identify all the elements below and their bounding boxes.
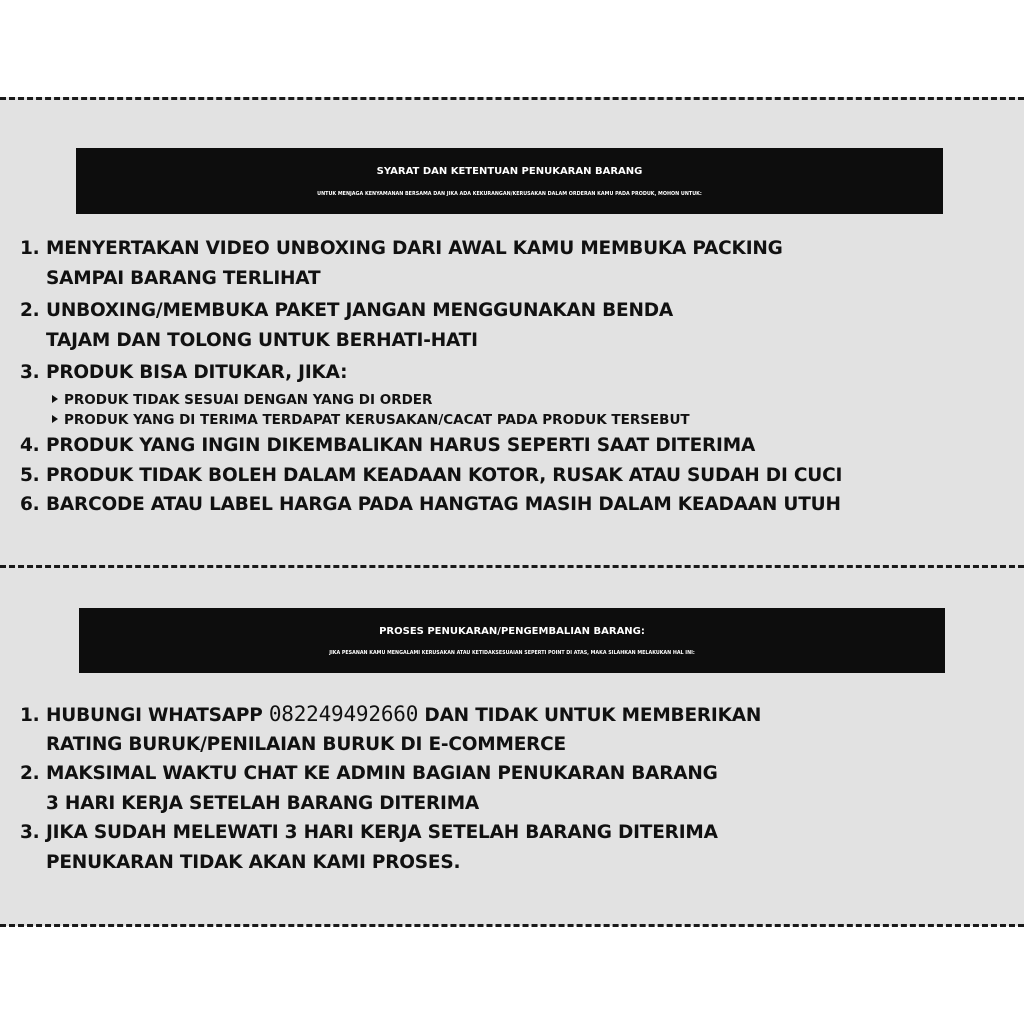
item-text-tail: DAN TIDAK UNTUK MEMBERIKAN <box>424 705 762 726</box>
item-text: UNBOXING/MEMBUKA PAKET JANGAN MENGGUNAKAN BENDA <box>46 300 674 321</box>
triangle-bullet-icon <box>52 415 58 423</box>
terms-banner <box>76 148 943 214</box>
triangle-bullet-icon <box>52 395 58 403</box>
terms-item-4 <box>20 431 755 461</box>
terms-subtitle: UNTUK MENJAGA KENYAMANAN BERSAMA DAN JIKA ADA KEKURANGAN/KERUSAKAN DALAM ORDERAN KAMU PADA PRODUK, MOHON UNTUK: <box>317 191 702 197</box>
terms-subitem-1 <box>52 390 432 410</box>
dashed-divider-bottom <box>0 924 1024 927</box>
subitem-text: PRODUK YANG DI TERIMA TERDAPAT KERUSAKAN/CACAT PADA PRODUK TERSEBUT <box>64 412 690 428</box>
dashed-divider-top <box>0 97 1024 100</box>
terms-item-5 <box>20 461 842 491</box>
terms-item-6 <box>20 490 841 520</box>
item-number: 6. <box>20 494 40 515</box>
item-text-continued: SAMPAI BARANG TERLIHAT <box>46 267 321 289</box>
process-banner <box>79 608 945 673</box>
item-number: 4. <box>20 435 40 456</box>
item-text: PRODUK TIDAK BOLEH DALAM KEADAAN KOTOR, RUSAK ATAU SUDAH DI CUCI <box>46 465 843 486</box>
process-item-1 <box>20 700 762 755</box>
item-number: 1. <box>20 705 40 726</box>
item-number: 3. <box>20 362 40 383</box>
item-text: MAKSIMAL WAKTU CHAT KE ADMIN BAGIAN PENUKARAN BARANG <box>46 763 718 784</box>
subitem-text: PRODUK TIDAK SESUAI DENGAN YANG DI ORDER <box>64 392 433 408</box>
process-subtitle: JIKA PESANAN KAMU MENGALAMI KERUSAKAN ATAU KETIDAKSESUAIAN SEPERTI POINT DI ATAS, MAKA SILAHKAN MELAKUKAN HAL INI: <box>329 651 695 656</box>
item-number: 2. <box>20 763 40 784</box>
terms-item-3 <box>20 358 347 388</box>
item-number: 5. <box>20 465 40 486</box>
item-number: 3. <box>20 822 40 843</box>
item-text: HUBUNGI WHATSAPP <box>46 705 263 726</box>
item-text: JIKA SUDAH MELEWATI 3 HARI KERJA SETELAH BARANG DITERIMA <box>46 822 718 843</box>
terms-item-1 <box>20 234 783 289</box>
terms-item-2 <box>20 296 674 351</box>
item-text: PRODUK BISA DITUKAR, JIKA: <box>46 362 348 383</box>
terms-subitem-2 <box>52 410 690 430</box>
item-text: MENYERTAKAN VIDEO UNBOXING DARI AWAL KAMU MEMBUKA PACKING <box>46 238 783 259</box>
item-text-continued: PENUKARAN TIDAK AKAN KAMI PROSES. <box>46 851 461 873</box>
terms-title: SYARAT DAN KETENTUAN PENUKARAN BARANG <box>376 166 643 177</box>
item-text: PRODUK YANG INGIN DIKEMBALIKAN HARUS SEPERTI SAAT DITERIMA <box>46 435 756 456</box>
item-text-continued: TAJAM DAN TOLONG UNTUK BERHATI-HATI <box>46 329 478 351</box>
item-text: BARCODE ATAU LABEL HARGA PADA HANGTAG MASIH DALAM KEADAAN UTUH <box>46 494 841 515</box>
whatsapp-number: 082249492660 <box>268 702 419 726</box>
process-item-3 <box>20 818 718 873</box>
item-text-continued: RATING BURUK/PENILAIAN BURUK DI E-COMMERCE <box>46 733 566 755</box>
dashed-divider-middle <box>0 565 1024 568</box>
process-title: PROSES PENUKARAN/PENGEMBALIAN BARANG: <box>379 626 645 637</box>
item-number: 1. <box>20 238 40 259</box>
item-text-continued: 3 HARI KERJA SETELAH BARANG DITERIMA <box>46 792 480 814</box>
process-item-2 <box>20 759 718 814</box>
item-number: 2. <box>20 300 40 321</box>
